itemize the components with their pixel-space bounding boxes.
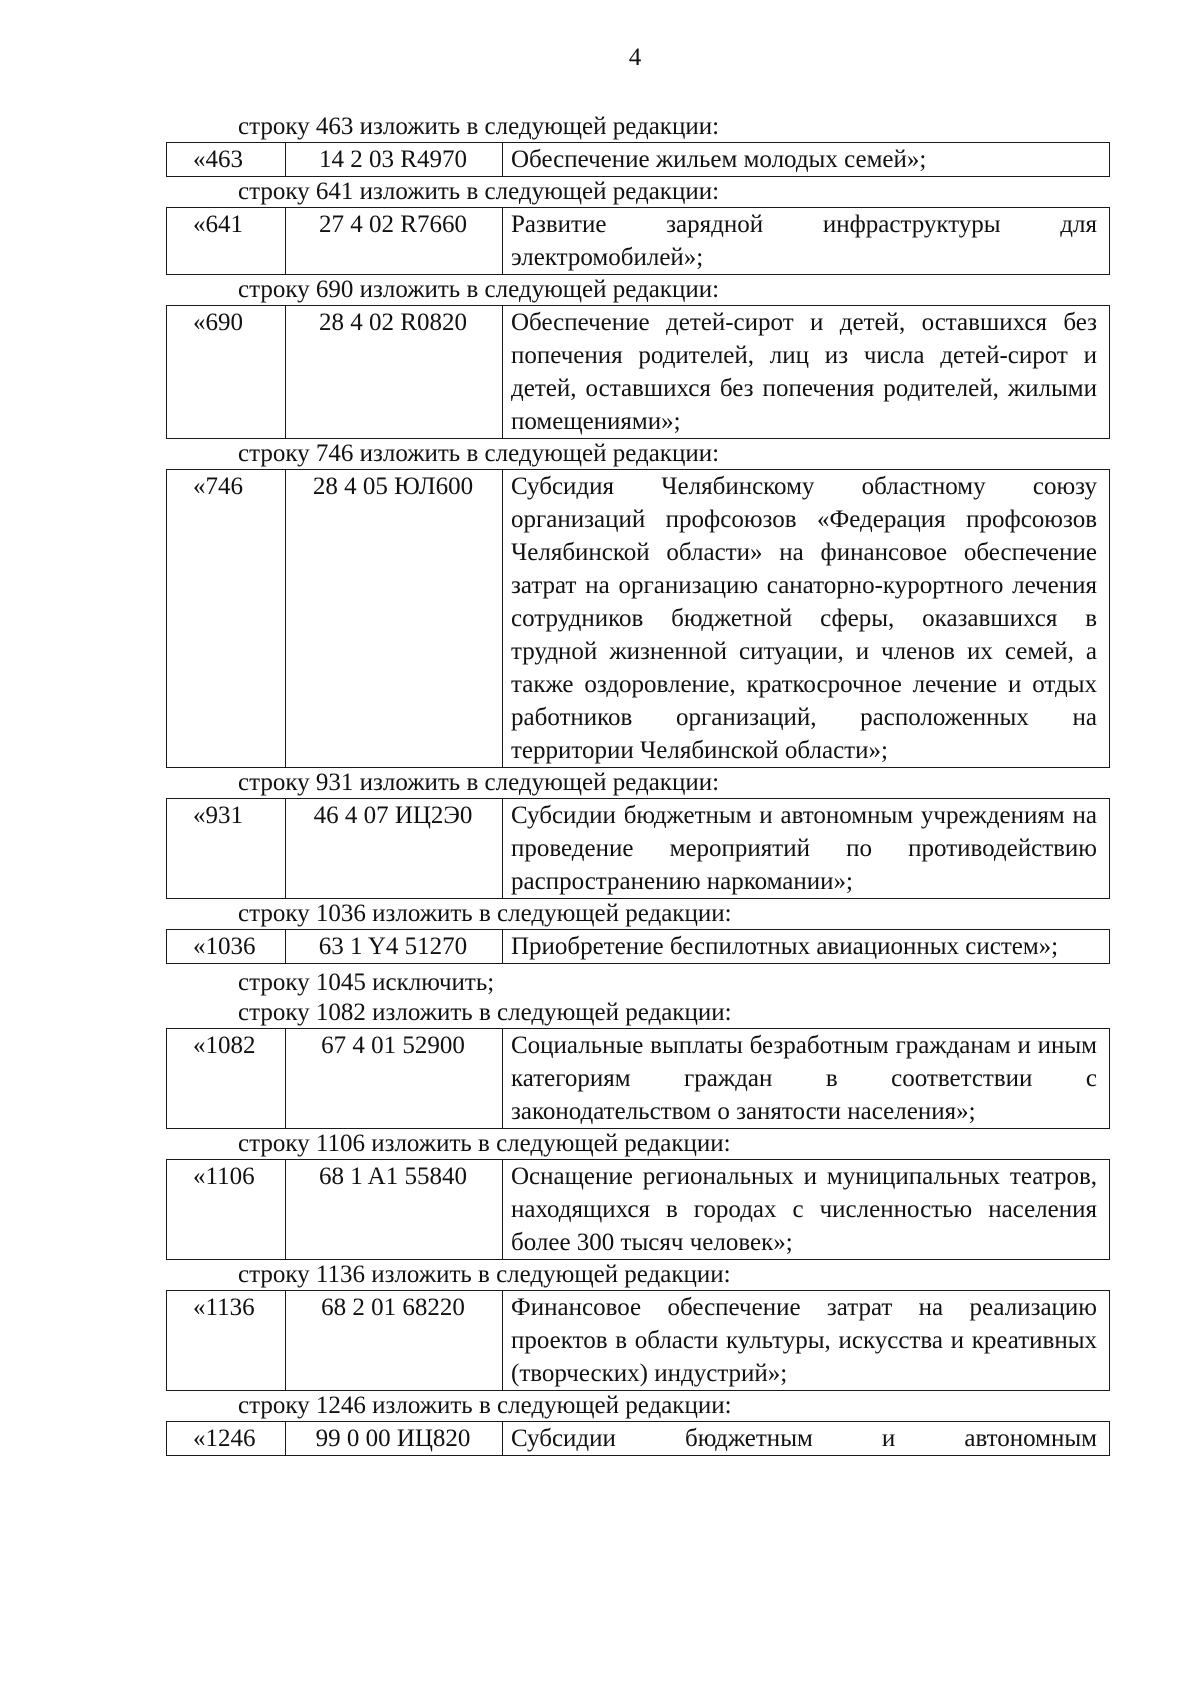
document-body [166,112,1110,1456]
amendment-intro: строку 1082 изложить в следующей редакции: [238,999,732,1026]
row-number: «690 [167,306,286,439]
amendment-table [166,929,1110,964]
table-row [167,1422,1110,1456]
row-number: «1246 [167,1422,286,1456]
amendment-table [166,469,1110,768]
budget-code: 28 4 05 ЮЛ600 [286,470,503,768]
table-row [167,470,1110,768]
table-row [167,306,1110,439]
amendment-intro: строку 931 изложить в следующей редакции: [238,769,720,796]
table-row [167,1160,1110,1260]
amendment-table [166,1421,1110,1456]
amendment-table [166,1290,1110,1391]
row-description: Субсидии бюджетным и автономным [503,1422,1110,1456]
budget-code: 28 4 02 R0820 [286,306,503,439]
table-row [167,208,1110,275]
row-number: «746 [167,470,286,768]
table-row [167,143,1110,177]
row-number: «1106 [167,1160,286,1260]
row-description: Субсидия Челябинскому областному союзу организаций профсоюзов «Федерация профсоюзов Челябинской области» на финансовое обеспечение затрат на организацию санаторно-курортного лечения сотрудников бюджетной сферы, оказавшихся в трудной жизненной ситуации, и членов их семей, а также оздоровление, краткосрочное лечение и отдых работников организаций, расположенных на территории Челябинской области»; [503,470,1110,768]
table-row [167,930,1110,964]
row-description: Финансовое обеспечение затрат на реализацию проектов в области культуры, искусства и креативных (творческих) индустрий»; [503,1291,1110,1391]
row-number: «1082 [167,1029,286,1129]
amendment-table [166,798,1110,899]
amendment-table [166,1159,1110,1260]
budget-code: 46 4 07 ИЦ2Э0 [286,799,503,899]
row-description: Оснащение региональных и муниципальных театров, находящихся в городах с численностью населения более 300 тысяч человек»; [503,1160,1110,1260]
amendment-intro: строку 1045 исключить; [238,969,495,996]
amendment-intro: строку 1106 изложить в следующей редакции: [238,1130,731,1157]
row-description: Приобретение беспилотных авиационных систем»; [503,930,1110,964]
row-number: «931 [167,799,286,899]
row-description: Обеспечение жильем молодых семей»; [503,143,1110,177]
table-row [167,799,1110,899]
budget-code: 68 1 A1 55840 [286,1160,503,1260]
amendment-intro: строку 463 изложить в следующей редакции: [238,113,720,140]
budget-code: 67 4 01 52900 [286,1029,503,1129]
row-description: Развитие зарядной инфраструктуры для электромобилей»; [503,208,1110,275]
budget-code: 99 0 00 ИЦ820 [286,1422,503,1456]
table-row [167,1291,1110,1391]
amendment-intro: строку 690 изложить в следующей редакции: [238,276,720,303]
budget-code: 27 4 02 R7660 [286,208,503,275]
amendment-intro: строку 1036 изложить в следующей редакции: [238,900,732,927]
row-description: Обеспечение детей-сирот и детей, оставшихся без попечения родителей, лиц из числа детей-сирот и детей, оставшихся без попечения родителей, жилыми помещениями»; [503,306,1110,439]
amendment-table [166,142,1110,177]
table-row [167,1029,1110,1129]
amendment-table [166,1028,1110,1129]
row-number: «1036 [167,930,286,964]
row-number: «1136 [167,1291,286,1391]
budget-code: 14 2 03 R4970 [286,143,503,177]
amendment-intro: строку 1246 изложить в следующей редакции: [238,1392,732,1419]
amendment-intro: строку 641 изложить в следующей редакции: [238,178,720,205]
page-number: 4 [628,44,642,71]
row-number: «463 [167,143,286,177]
amendment-table [166,207,1110,275]
row-number: «641 [167,208,286,275]
row-description: Социальные выплаты безработным гражданам и иным категориям граждан в соответствии с законодательством о занятости населения»; [503,1029,1110,1129]
row-description: Субсидии бюджетным и автономным учреждениям на проведение мероприятий по противодействию распространению наркомании»; [503,799,1110,899]
budget-code: 68 2 01 68220 [286,1291,503,1391]
amendment-intro: строку 746 изложить в следующей редакции: [238,440,720,467]
amendment-table [166,305,1110,439]
amendment-intro: строку 1136 изложить в следующей редакции: [238,1261,731,1288]
budget-code: 63 1 Y4 51270 [286,930,503,964]
